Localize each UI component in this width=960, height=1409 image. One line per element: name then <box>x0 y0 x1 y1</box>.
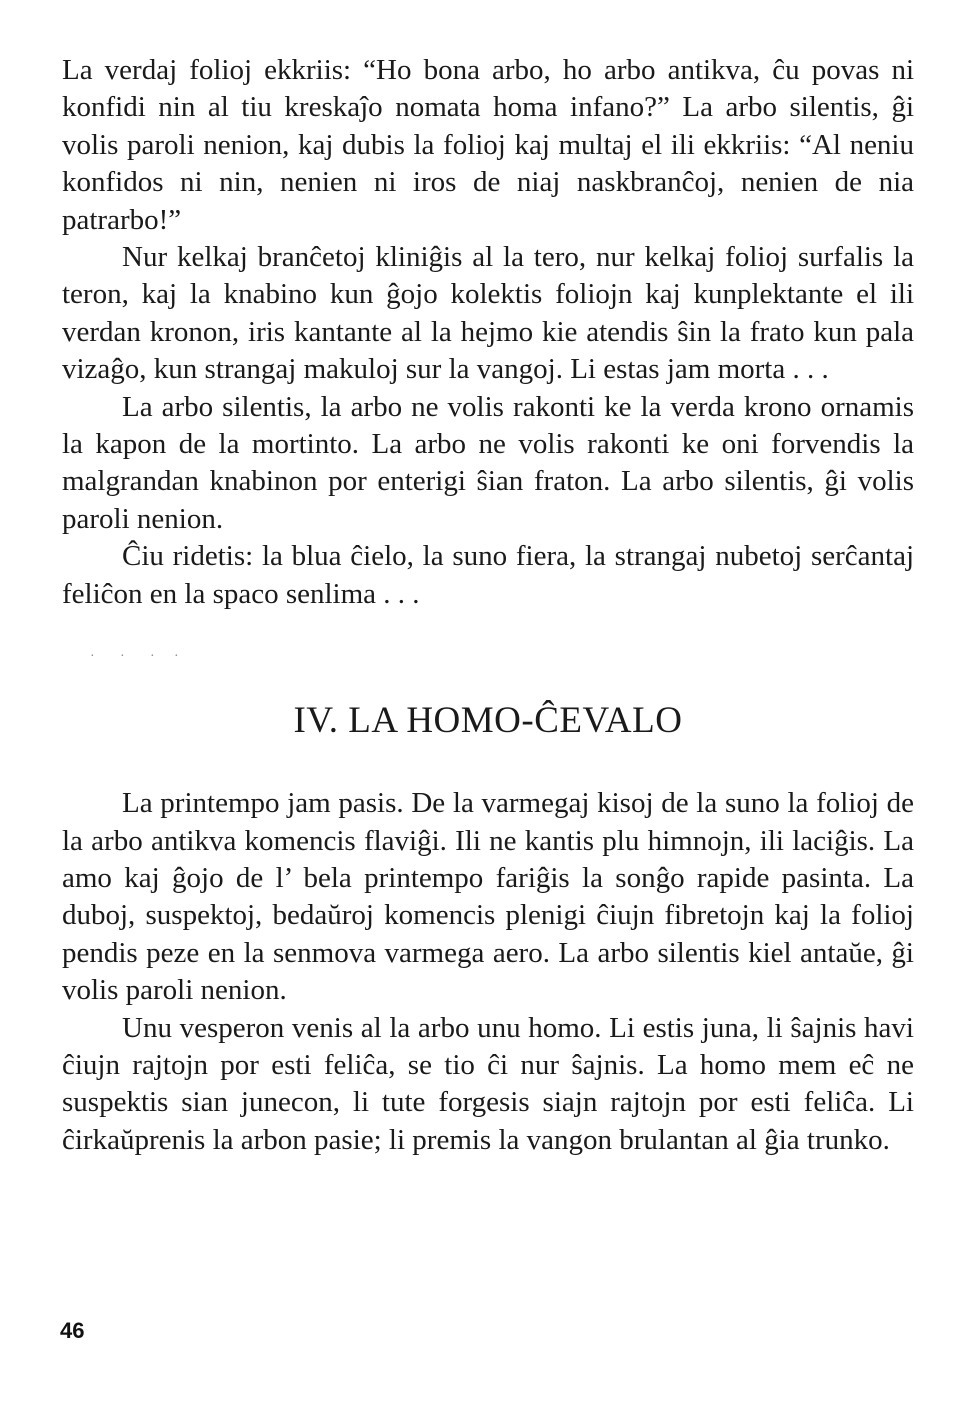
paragraph-2: Nur kelkaj branĉetoj kliniĝis al la tero, nur kelkaj folioj surfalis la teron, kaj la knabino kun ĝojo kolektis foliojn kaj kunplektante el ili verdan kronon, iris kantante al la hejmo kie atendis ŝin la frato kun pala vizaĝo, kun strangaj makuloj sur la vangoj. Li estas jam morta . . . <box>62 241 914 386</box>
page-number: 46 <box>60 1318 85 1343</box>
book-page <box>62 52 914 1159</box>
paragraph-1: La verdaj folioj ekkriis: “Ho bona arbo, ho arbo antikva, ĉu povas ni konfidi nin al tiu kreskaĵo nomata homa infano?” La arbo silentis, ĝi volis paroli nenion, kaj dubis la folioj kaj multaj el ili ekkriis: “Al neniu konfidos ni nin, nenien ni iros de niaj naskbranĉoj, nenien de nia patrarbo!” <box>62 54 914 236</box>
paragraph-3: La arbo silentis, la arbo ne volis rakonti ke la verda krono ornamis la kapon de la mortinto. La arbo ne volis rakonti ke oni forvendis la malgrandan knabinon por enterigi ŝian fraton. La arbo silentis, ĝi volis paroli nenion. <box>62 390 914 535</box>
paragraph-4: Ĉiu ridetis: la blua ĉielo, la suno fiera, la strangaj nubetoj serĉantaj feliĉon en la spaco senlima . . . <box>62 540 914 610</box>
paragraph-5: La printempo jam pasis. De la varmegaj kisoj de la suno la folioj de la arbo antikva komencis flaviĝi. Ili ne kantis plu himnojn, ili laciĝis. La amo kaj ĝojo de l’ bela printempo fariĝis la sonĝo rapide pasinta. La duboj, suspektoj, bedaŭroj komencis plenigi ĉiujn fibretojn kaj la folioj pendis peze en la senmova varmega aero. La arbo silentis kiel antaŭe, ĝi volis paroli nenion. <box>62 787 914 1007</box>
chapter-heading: IV. LA HOMO-ĈEVALO <box>293 700 683 742</box>
paragraph-6: Unu vesperon venis al la arbo unu homo. Li estis juna, li ŝajnis havi ĉiujn rajtojn por esti feliĉa, se tio ĉi nur ŝajnis. La homo mem eĉ ne suspektis sian junecon, li tute forgesis siajn rajtojn por esti feliĉa. Li ĉirkaŭprenis la arbon pasie; li premis la vangon brulantan al ĝia trunko. <box>62 1011 914 1156</box>
section-separator: · · · · <box>90 649 179 665</box>
